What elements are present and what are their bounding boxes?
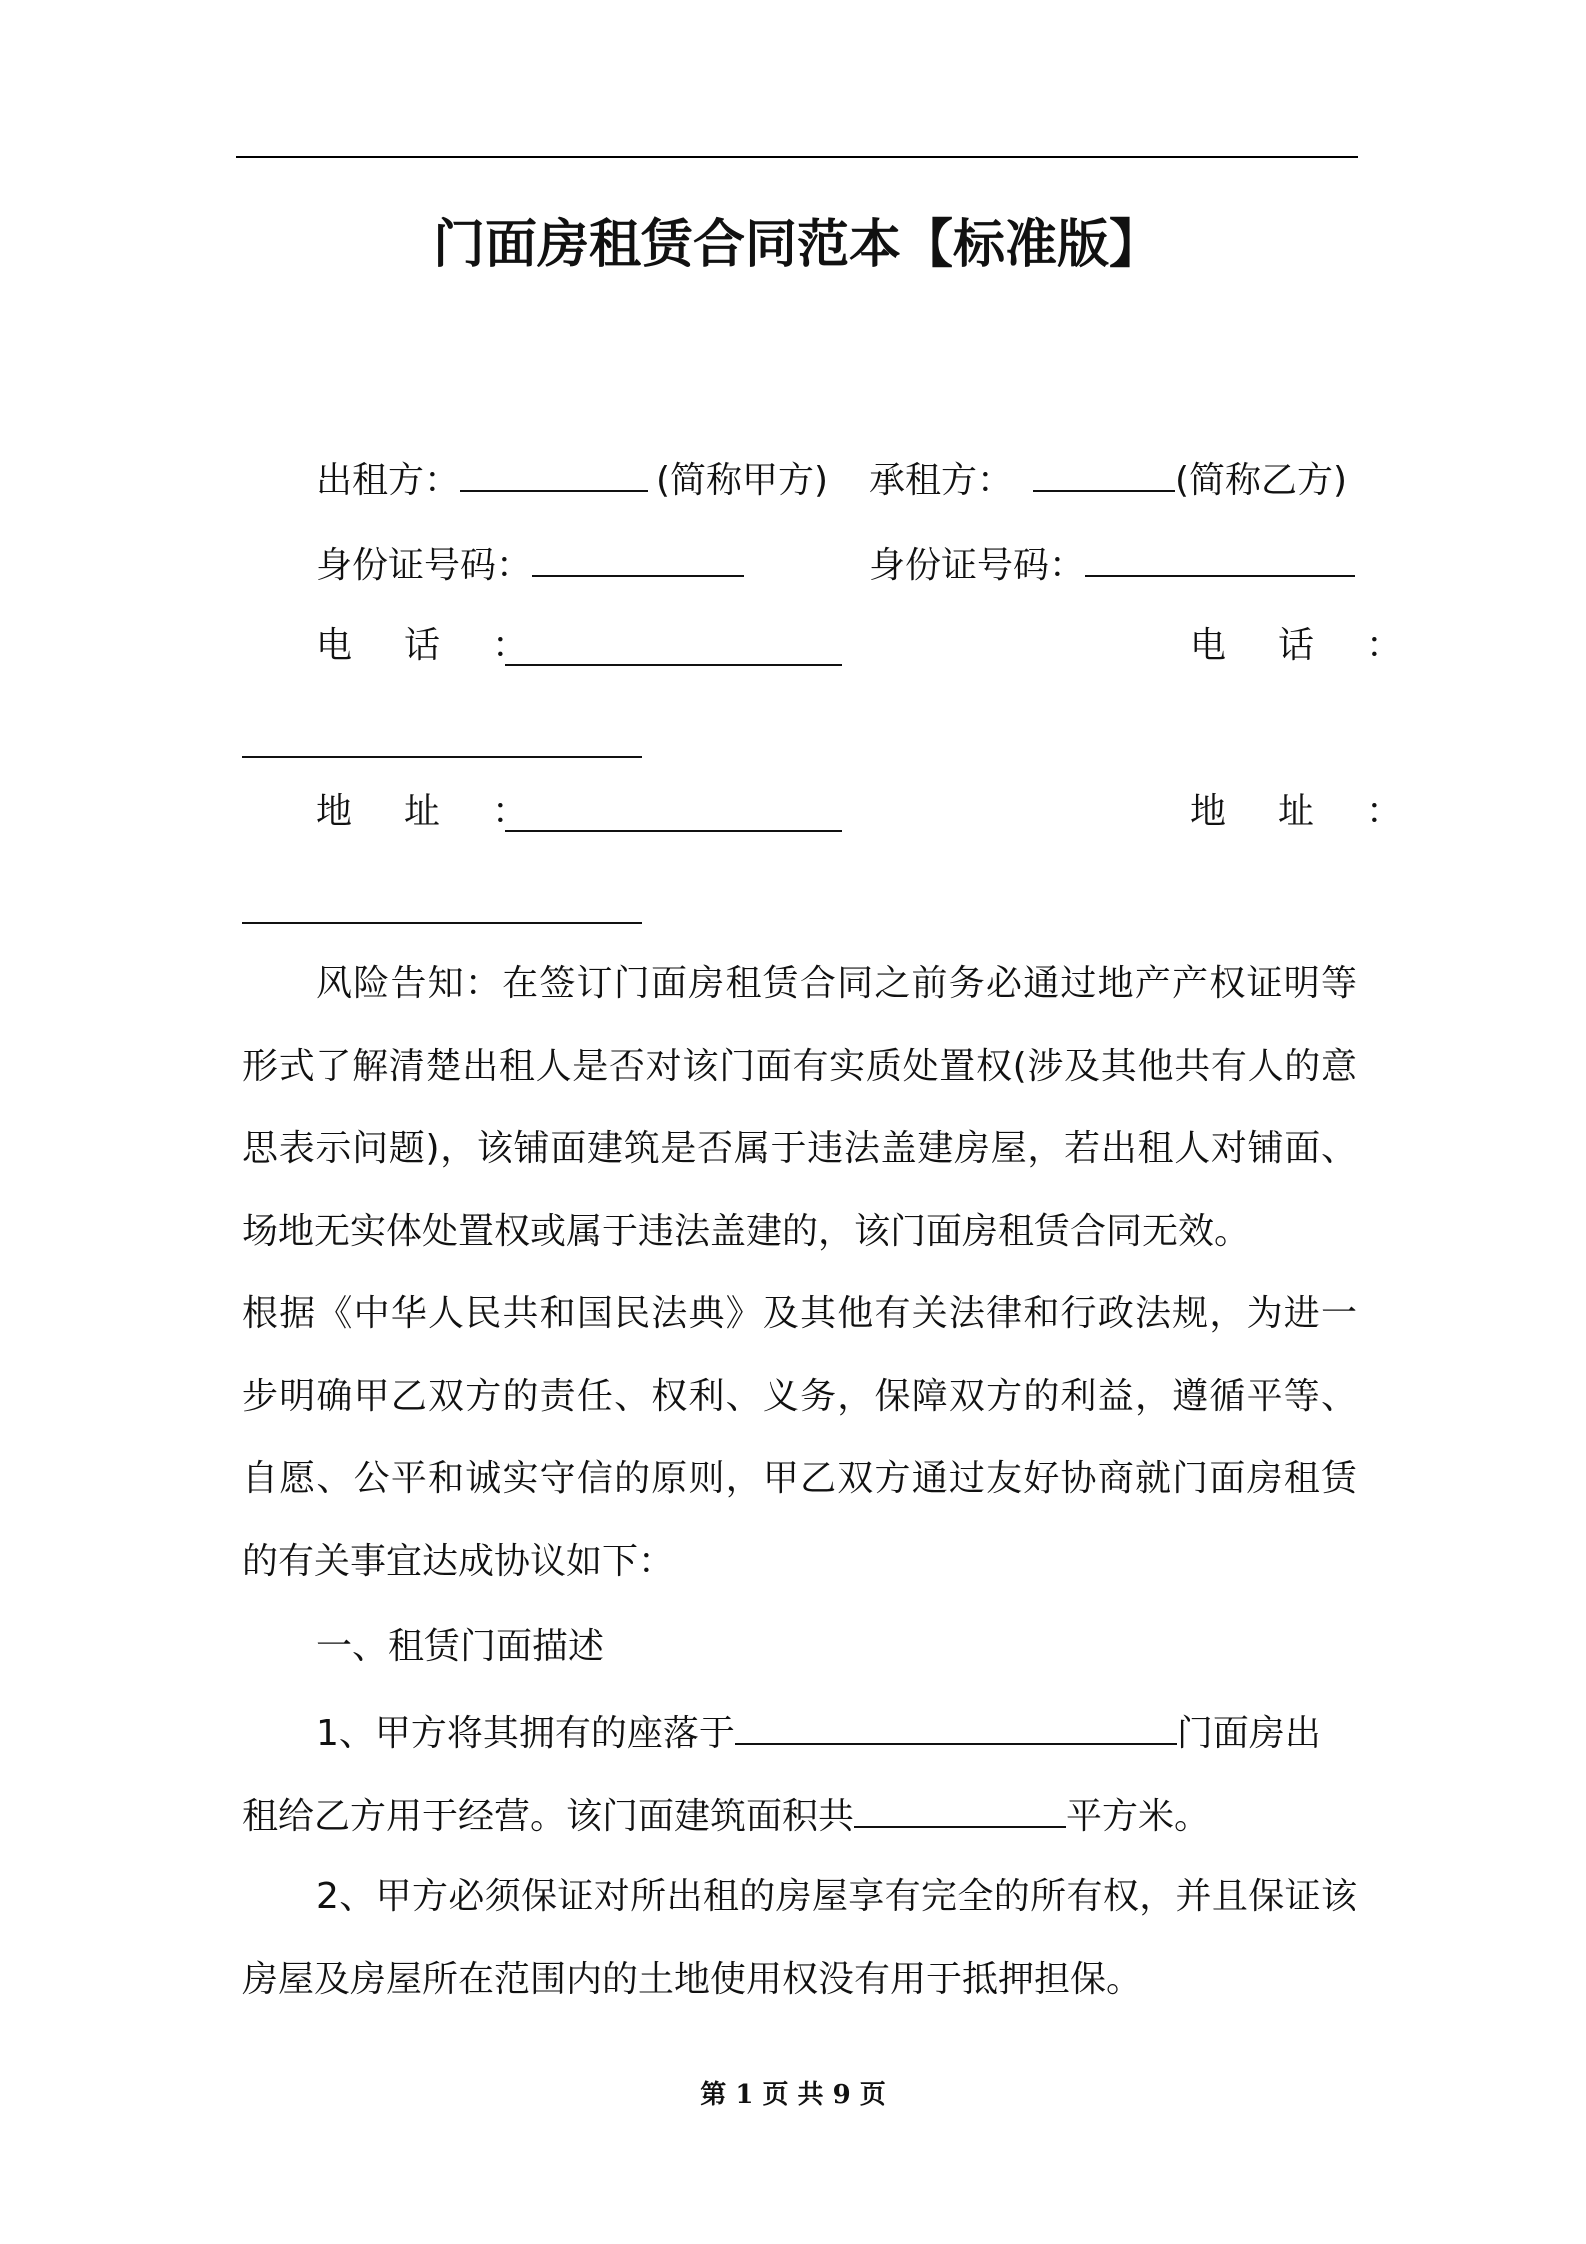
lessor-phone-label: 电 话 ： (316, 625, 537, 666)
lessor-label: 出租方： (316, 460, 461, 501)
lessee-address-blank[interactable] (242, 922, 642, 924)
lessor-address-label: 地 址 ： (316, 791, 537, 832)
page-number-footer: 第 1 页 共 9 页 (700, 2080, 886, 2110)
clause-1-text-b: 门面房出 (1176, 1713, 1321, 1754)
lessee-name-blank[interactable] (1033, 452, 1175, 492)
lessee-id-line (869, 537, 1355, 592)
lessor-id-blank[interactable] (532, 537, 744, 577)
lessee-label: 承租方： (869, 460, 1014, 501)
clause-1-text-a: 1、甲方将其拥有的座落于 (316, 1713, 735, 1754)
risk-notice-paragraph: 风险告知：在签订门面房租赁合同之前务必通过地产产权证明等形式了解清楚出租人是否对该门面有实质处置权(涉及其他共有人的意思表示问题)，该铺面建筑是否属于违法盖建房屋，若出租人对铺面、场地无实体处置权或属于违法盖建的，该门面房租赁合同无效。 (242, 963, 1357, 1252)
lessee-id-label: 身份证号码： (869, 545, 1086, 586)
lessor-line (316, 452, 828, 507)
clause-1-text-c: 租给乙方用于经营。该门面建筑面积共 (242, 1796, 855, 1837)
lessee-phone-blank[interactable] (242, 756, 642, 758)
lessee-suffix: (简称乙方) (1175, 460, 1348, 501)
header-rule (236, 156, 1358, 158)
clause-1-line-2 (242, 1788, 1210, 1843)
location-blank[interactable] (735, 1705, 1177, 1745)
lessor-suffix: (简称甲方) (656, 460, 829, 501)
clause-1-line-1 (316, 1705, 1321, 1760)
lessor-name-blank[interactable] (460, 452, 648, 492)
lessor-id-line (316, 537, 744, 592)
preamble-paragraph: 根据《中华人民共和国民法典》及其他有关法律和行政法规，为进一步明确甲乙双方的责任、权利、义务，保障双方的利益，遵循平等、自愿、公平和诚实守信的原则，甲乙双方通过友好协商就门面房租赁的有关事宜达成协议如下： (242, 1293, 1357, 1582)
clause-1-text-d: 平方米。 (1066, 1796, 1211, 1837)
lessee-phone-label: 电 话 ： (1190, 625, 1411, 666)
lessor-phone-blank[interactable] (505, 664, 842, 666)
document-title: 门面房租赁合同范本【标准版】 (432, 215, 1161, 275)
lessor-address-blank[interactable] (505, 830, 842, 832)
clause-2-paragraph: 2、甲方必须保证对所出租的房屋享有完全的所有权，并且保证该房屋及房屋所在范围内的土地使用权没有用于抵押担保。 (242, 1876, 1357, 2000)
lessee-line (869, 452, 1347, 507)
lessor-id-label: 身份证号码： (316, 545, 533, 586)
section-1-heading: 一、租赁门面描述 (316, 1626, 605, 1667)
lessee-id-blank[interactable] (1085, 537, 1355, 577)
area-blank[interactable] (854, 1788, 1066, 1828)
lessee-address-label: 地 址 ： (1190, 791, 1411, 832)
